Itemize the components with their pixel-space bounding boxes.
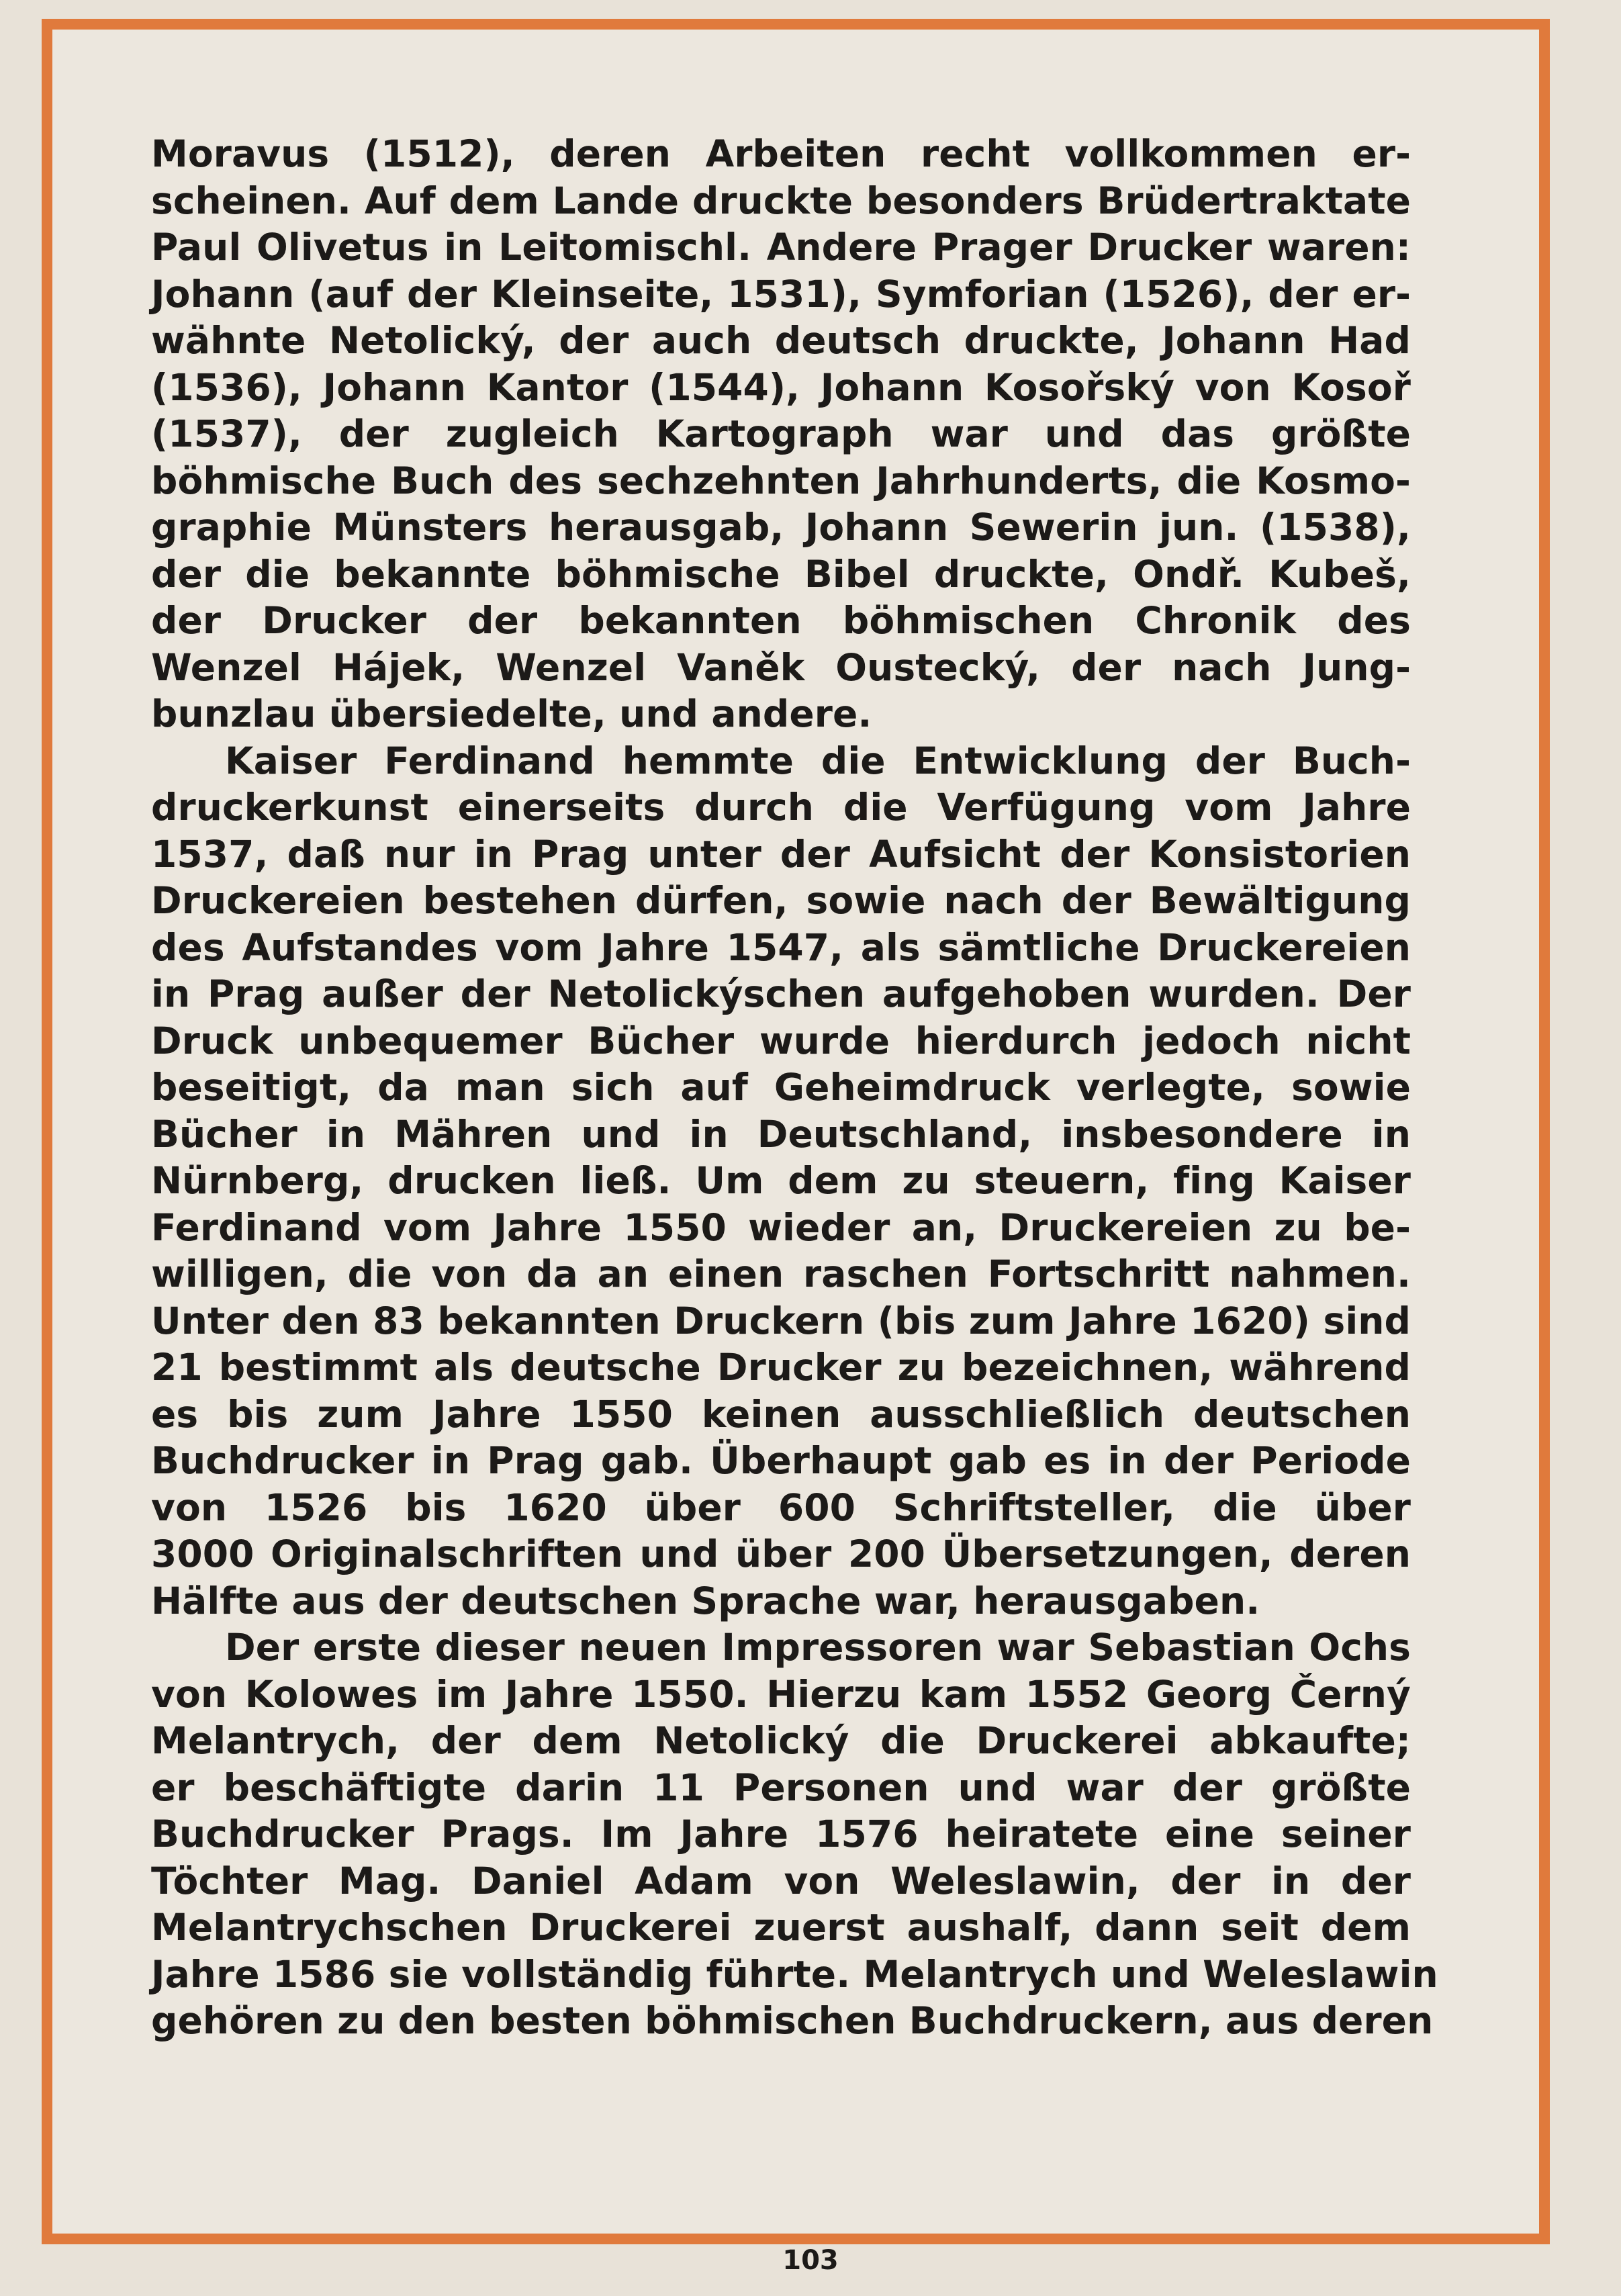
text-line: Buchdrucker in Prag gab. Überhaupt gab es in der Periode xyxy=(151,1439,1411,1482)
text-line: von 1526 bis 1620 über 600 Schriftsteller, die über xyxy=(151,1485,1411,1529)
paragraph-2 xyxy=(151,738,1411,1625)
text-line: der die bekannte böhmische Bibel druckte, Ondř. Kubeš, xyxy=(151,552,1411,596)
text-line: Der erste dieser neuen Impressoren war Sebastian Ochs xyxy=(225,1626,1411,1669)
text-line: 1537, daß nur in Prag unter der Aufsicht der Konsistorien xyxy=(151,832,1411,876)
page-number: 103 xyxy=(782,2245,839,2276)
text-line: bunzlau übersiedelte, und andere. xyxy=(151,692,872,735)
text-line: Buchdrucker Prags. Im Jahre 1576 heiratete eine seiner xyxy=(151,1812,1411,1855)
body-text xyxy=(151,131,1438,2045)
text-line: (1537), der zugleich Kartograph war und das größte xyxy=(151,412,1411,455)
text-line: wähnte Netolický, der auch deutsch druckte, Johann Had xyxy=(151,319,1411,362)
text-line: druckerkunst einerseits durch die Verfügung vom Jahre xyxy=(151,786,1411,829)
text-line: Nürnberg, drucken ließ. Um dem zu steuern, fing Kaiser xyxy=(151,1159,1411,1202)
text-line: es bis zum Jahre 1550 keinen ausschließlich deutschen xyxy=(151,1392,1411,1436)
text-line: Jahre 1586 sie vollständig führte. Melantrych und Weleslawin xyxy=(151,1952,1438,1996)
text-line: willigen, die von da an einen raschen Fortschritt nahmen. xyxy=(151,1252,1411,1295)
text-line: Druckereien bestehen dürfen, sowie nach der Bewältigung xyxy=(151,879,1411,922)
text-line: Melantrych, der dem Netolický die Druckerei abkaufte; xyxy=(151,1719,1411,1762)
text-line: Druck unbequemer Bücher wurde hierdurch jedoch nicht xyxy=(151,1019,1411,1062)
text-line: scheinen. Auf dem Lande druckte besonders Brüdertraktate xyxy=(151,179,1411,222)
text-line: Wenzel Hájek, Wenzel Vaněk Oustecký, der nach Jung- xyxy=(151,645,1411,689)
text-line: böhmische Buch des sechzehnten Jahrhunderts, die Kosmo- xyxy=(151,459,1411,502)
text-line: 3000 Originalschriften und über 200 Übersetzungen, deren xyxy=(151,1532,1411,1575)
text-line: graphie Münsters herausgab, Johann Sewerin jun. (1538), xyxy=(151,506,1411,549)
text-line: Johann (auf der Kleinseite, 1531), Symforian (1526), der er- xyxy=(151,272,1411,316)
text-line: beseitigt, da man sich auf Geheimdruck verlegte, sowie xyxy=(151,1066,1411,1109)
paragraph-3 xyxy=(151,1624,1438,2045)
text-line: Moravus (1512), deren Arbeiten recht vollkommen er- xyxy=(151,132,1411,175)
text-line: von Kolowes im Jahre 1550. Hierzu kam 1552 Georg Černý xyxy=(151,1672,1411,1716)
text-line: Ferdinand vom Jahre 1550 wieder an, Druckereien zu be- xyxy=(151,1205,1411,1249)
text-line: 21 bestimmt als deutsche Drucker zu bezeichnen, während xyxy=(151,1346,1411,1389)
paragraph-1 xyxy=(151,131,1411,738)
text-line: Kaiser Ferdinand hemmte die Entwicklung der Buch- xyxy=(225,739,1411,782)
text-line: gehören zu den besten böhmischen Buchdruckern, aus deren xyxy=(151,1999,1434,2042)
text-line: Unter den 83 bekannten Druckern (bis zum Jahre 1620) sind xyxy=(151,1299,1411,1342)
text-line: des Aufstandes vom Jahre 1547, als sämtliche Druckereien xyxy=(151,925,1411,969)
text-line: Töchter Mag. Daniel Adam von Weleslawin, der in der xyxy=(151,1859,1411,1902)
text-line: der Drucker der bekannten böhmischen Chronik des xyxy=(151,599,1411,642)
text-line: Bücher in Mähren und in Deutschland, insbesondere in xyxy=(151,1112,1411,1156)
text-line: Paul Olivetus in Leitomischl. Andere Prager Drucker waren: xyxy=(151,226,1411,269)
text-line: Hälfte aus der deutschen Sprache war, herausgaben. xyxy=(151,1579,1260,1622)
text-line: (1536), Johann Kantor (1544), Johann Kosořský von Kosoř xyxy=(151,365,1411,409)
text-line: Melantrychschen Druckerei zuerst aushalf, dann seit dem xyxy=(151,1906,1411,1949)
text-line: in Prag außer der Netolickýschen aufgehoben wurden. Der xyxy=(151,972,1411,1015)
text-line: er beschäftigte darin 11 Personen und war der größte xyxy=(151,1765,1411,1809)
